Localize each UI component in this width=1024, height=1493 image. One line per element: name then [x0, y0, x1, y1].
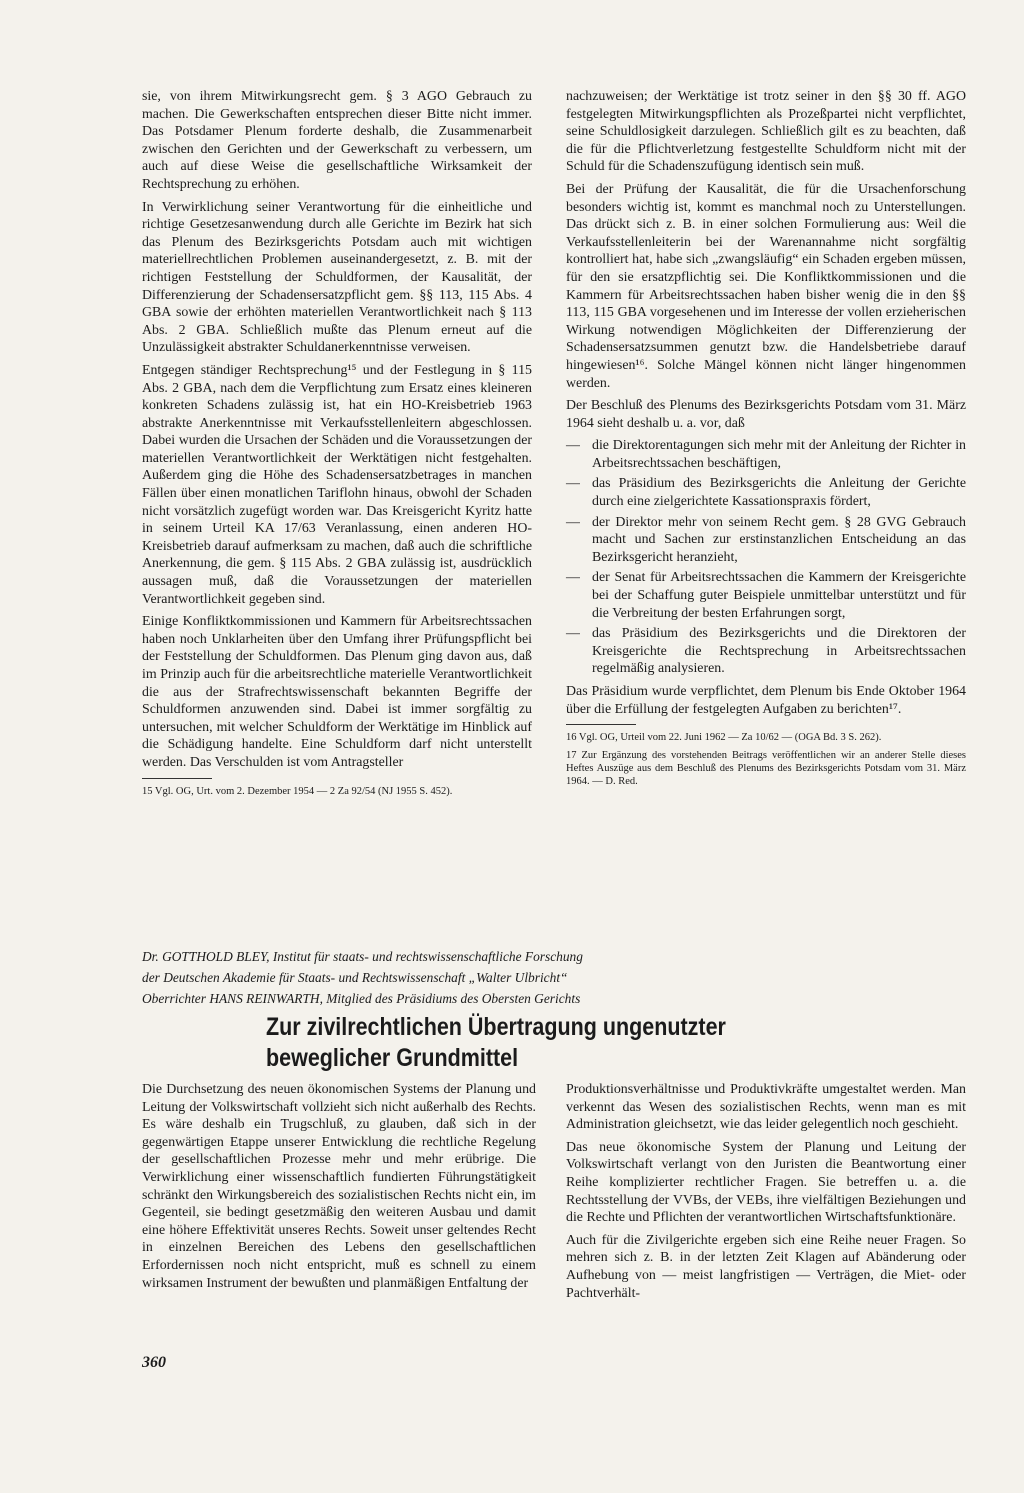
list-item: — der Direktor mehr von seinem Recht gem. § 28 GVG Gebrauch macht und Sachen zur erstinstanzlichen Entscheidung an das Bezirksgericht heranzieht, — [566, 514, 966, 567]
paragraph: Das neue ökonomische System der Planung und Leitung der Volkswirtschaft verlangt von den Juristen die Beantwortung einer Reihe komplizierter rechtlicher Fragen. Sie betreffen u. a. die Rechtsstellung der VVBs, der VEBs, ihre vielfältigen Beziehungen und die Rechte und Pflichten der verantwortlichen Wirtschaftsfunktionäre. — [566, 1139, 966, 1226]
footnote-rule — [142, 778, 212, 779]
article-right-column — [566, 1081, 966, 1307]
paragraph: Einige Konfliktkommissionen und Kammern für Arbeitsrechtssachen haben noch Unklarheiten über den Umfang ihrer Prüfungspflicht bei der Feststellung der Schuldformen. Das Plenum ging davon aus, daß im Prinzip auch für die arbeitsrechtliche materielle Verantwortlichkeit die aus der Strafrechtswissenschaft bekannten Begriffe der Schuldformen anzuwenden sind. Dabei ist immer sorgfältig zu untersuchen, mit welcher Schuldform der Werktätige im Hinblick auf die Schädigung handelte. Eine Schuldform darf nicht unterstellt werden. Das Verschulden ist vom Antragsteller — [142, 614, 532, 770]
article-left-column — [142, 1081, 536, 1297]
article-authors — [142, 946, 972, 1009]
left-column — [142, 88, 532, 803]
page-number: 360 — [142, 1354, 166, 1371]
footnote-15: 15 Vgl. OG, Urt. vom 2. Dezember 1954 — 2 Za 92/54 (NJ 1955 S. 452). — [142, 785, 453, 797]
paragraph: Die Durchsetzung des neuen ökonomischen Systems der Planung und Leitung der Volkswirtschaft vollzieht sich nicht außerhalb des Rechts. Es wäre deshalb ein Trugschluß, zu glauben, daß sich in der gegenwärtigen Etappe unserer Entwicklung die rechtliche Regelung der gesellschaftlichen Prozesse mehr und mehr erübrige. Die Verwirklichung einer wissenschaftlich fundierten Führungstätigkeit schränkt den Wirkungsbereich des sozialistischen Rechts nicht ein, im Gegenteil, sie bedingt gesetzmäßig den weiteren Ausbau und damit eine höhere Effektivität unseres Rechts. Soweit unser geltendes Recht in einzelnen Bereichen des Lebens den gesellschaftlichen Erfordernissen noch nicht entspricht, muß es schnell zu einem wirksamen Instrument der bewußten und planmäßigen Entfaltung der — [142, 1082, 536, 1291]
author-line: Dr. GOTTHOLD BLEY, Institut für staats- und rechtswissenschaftliche Forschung — [142, 949, 583, 964]
paragraph: sie, von ihrem Mitwirkungsrecht gem. § 3 AGO Gebrauch zu machen. Die Gewerkschaften entsprechen dieser Bitte nicht immer. Das Potsdamer Plenum forderte deshalb, die Zusammenarbeit zwischen den Gerichten und der Gewerkschaft zu verbessern, um auch auf diese Weise die gesellschaftliche Wirksamkeit der Rechtsprechung zu erhöhen. — [142, 89, 532, 192]
resolution-list — [566, 437, 966, 678]
title-line: beweglicher Grundmittel — [266, 1044, 519, 1072]
author-line: der Deutschen Akademie für Staats- und Rechtswissenschaft „Walter Ulbricht“ — [142, 970, 568, 985]
right-column — [566, 88, 966, 793]
paragraph: Auch für die Zivilgerichte ergeben sich eine Reihe neuer Fragen. So mehren sich z. B. in der letzten Zeit Klagen auf Abänderung oder Aufhebung von — meist langfristigen — Verträgen, die Miet- oder Pachtverhält- — [566, 1232, 966, 1301]
paragraph: Entgegen ständiger Rechtsprechung¹⁵ und der Festlegung in § 115 Abs. 2 GBA, nach dem die Verpflichtung zum Ersatz eines kleineren konkreten Schadens zulässig ist, hat ein HO-Kreisbetrieb 1963 abstrakte Anerkenntnisse mit Verkaufsstellenleitern abgeschlossen. Dabei wurden die Ursachen der Schäden und die Voraussetzungen der materiellen Verantwortlichkeit der Werktätigen nicht festgehalten. Außerdem ging die Höhe des Schadensersatzbetrages in manchen Fällen über einen monatlichen Tariflohn hinaus, obwohl der Schaden nicht vorsätzlich zugefügt worden war. Das Kreisgericht Kyritz hatte in seinem Urteil KA 17/63 Veranlassung, einen anderen HO-Kreisbetrieb darauf aufmerksam zu machen, daß auch die schriftliche Anerkennung, die gem. § 115 Abs. 2 GBA zulässig ist, ausdrücklich aussagen muß, daß die Voraussetzungen der materiellen Verantwortlichkeit gegeben sind. — [142, 362, 532, 607]
paragraph: Bei der Prüfung der Kausalität, die für die Ursachenforschung besonders wichtig ist, kommt es manchmal noch zu Unterstellungen. Das drückt sich z. B. in einer solchen Formulierung aus: Weil die Verkaufsstellenleiterin bei der Warenannahme nicht sorgfältig kontrolliert hat, habe sich „zwangsläufig“ ein Schaden ergeben müssen, für den sie ersatzpflichtig sei. Die Konfliktkommissionen und die Kammern für Arbeitsrechtssachen haben bisher wenig die in den §§ 113, 115 GBA vorgesehenen und im Interesse der vollen erzieherischen Wirkung notwendigen Möglichkeiten der Differenzierung der Schadensersatzsummen genutzt bzw. die Handelsbetriebe darauf hingewiesen¹⁶. Solche Mängel können nicht länger hingenommen werden. — [566, 181, 966, 391]
footnote-17: 17 Zur Ergänzung des vorstehenden Beitrags veröffentlichen wir an anderer Stelle dieses Heftes Auszüge aus dem Beschluß des Plenums des Bezirksgerichts Potsdam vom 31. März 1964. — D. Red. — [566, 750, 966, 788]
paragraph: Das Präsidium wurde verpflichtet, dem Plenum bis Ende Oktober 1964 über die Erfüllung der festgelegten Aufgaben zu berichten¹⁷. — [566, 684, 966, 717]
paragraph: In Verwirklichung seiner Verantwortung für die einheitliche und richtige Gesetzesanwendung durch alle Gerichte im Bezirk hat sich das Plenum des Bezirksgerichts Potsdam auch mit wichtigen materiellrechtlichen Problemen auseinandergesetzt, z. B. mit der richtigen Feststellung der Schuldformen, der Kausalität, der Differenzierung der Schadensersatzpflicht gem. §§ 113, 115 Abs. 4 GBA sowie der erhöhten materiellen Verantwortlichkeit nach § 113 Abs. 2 GBA. Schließlich mußte das Plenum erneut auf die Unzulässigkeit abstrakter Schuldanerkenntnisse verweisen. — [142, 199, 532, 356]
footnote-rule — [566, 724, 636, 725]
paragraph: nachzuweisen; der Werktätige ist trotz seiner in den §§ 30 ff. AGO festgelegten Mitwirkungspflichten als Prozeßpartei nicht verpflichtet, seine Schuldlosigkeit darzulegen. Schließlich gilt es zu beachten, daß die für die Pflichtverletzung festgestellte Schuldform nicht mit der Schuld für die Schadenszufügung identisch sein muß. — [566, 89, 966, 175]
footnote-16: 16 Vgl. OG, Urteil vom 22. Juni 1962 — Za 10/62 — (OGA Bd. 3 S. 262). — [566, 732, 882, 744]
paragraph: Produktionsverhältnisse und Produktivkräfte umgestaltet werden. Man verkennt das Wesen des sozialistischen Rechts, wenn man es mit Administration gleichsetzt, wie das leider gelegentlich noch geschieht. — [566, 1082, 966, 1133]
list-item: — das Präsidium des Bezirksgerichts die Anleitung der Gerichte durch eine zielgerichtete Kassationspraxis fördert, — [566, 475, 966, 510]
title-line: Zur zivilrechtlichen Übertragung ungenutzter — [266, 1013, 726, 1041]
author-line: Oberrichter HANS REINWARTH, Mitglied des Präsidiums des Obersten Gerichts — [142, 991, 581, 1006]
list-item: — das Präsidium des Bezirksgerichts und die Direktoren der Kreisgerichte die Rechtsprechung in Arbeitsrechtssachen regelmäßig analysieren. — [566, 625, 966, 678]
paragraph: Der Beschluß des Plenums des Bezirksgerichts Potsdam vom 31. März 1964 sieht deshalb u. a. vor, daß — [566, 398, 966, 431]
list-item: — der Senat für Arbeitsrechtssachen die Kammern der Kreisgerichte bei der Schaffung guter Beispiele unmittelbar unterstützt und für die Verbreitung der besten Erfahrungen sorgt, — [566, 569, 966, 622]
article-title — [266, 1012, 782, 1074]
list-item: — die Direktorentagungen sich mehr mit der Anleitung der Richter in Arbeitsrechtssachen beschäftigen, — [566, 437, 966, 472]
